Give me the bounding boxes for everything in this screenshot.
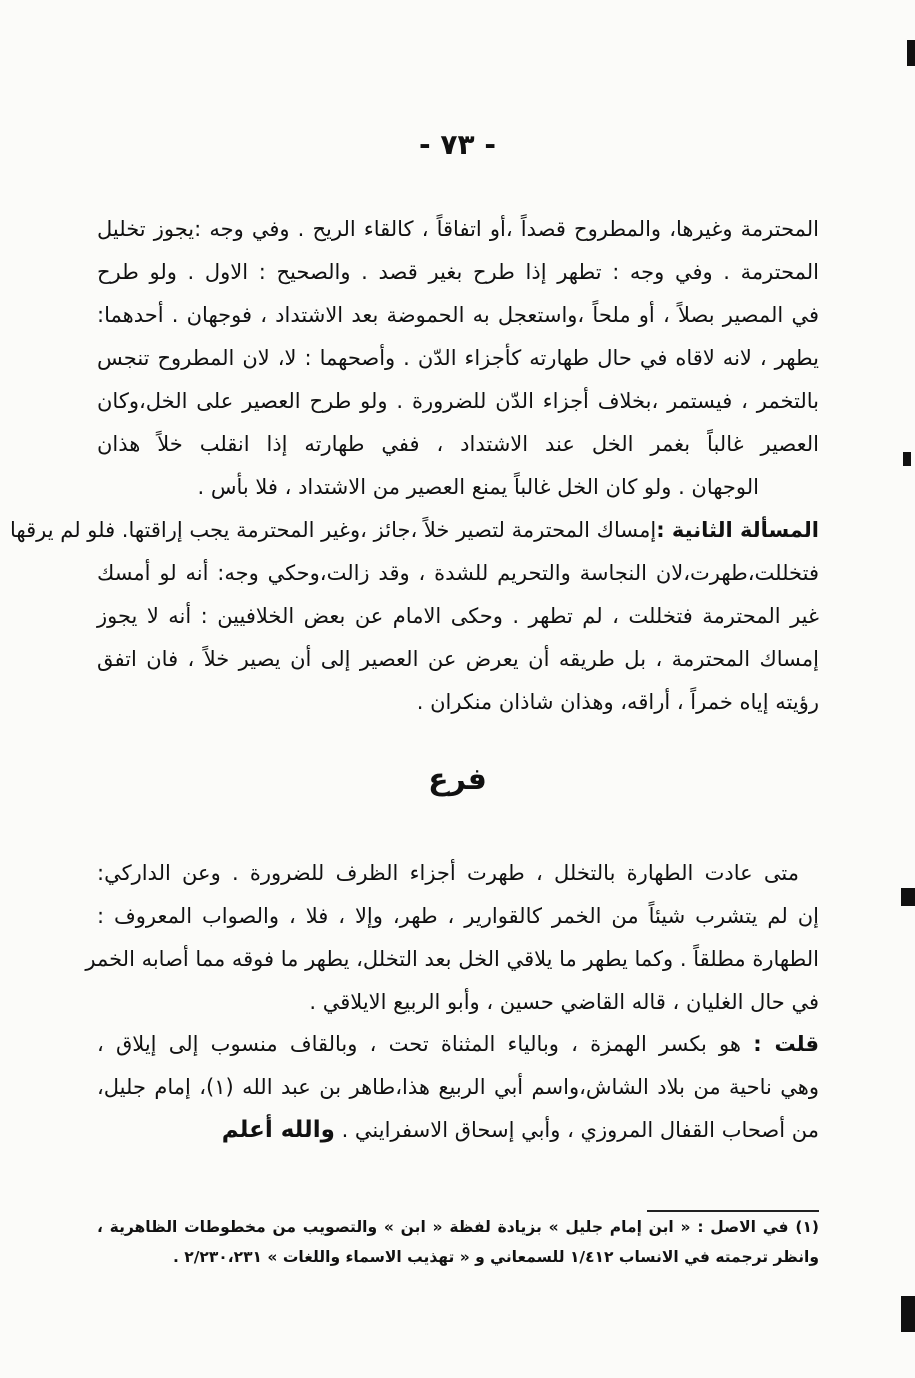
- page-number: - ٧٣ -: [419, 128, 496, 161]
- scan-edge-mark: [903, 452, 911, 466]
- text-line: متى عادت الطهارة بالتخلل ، طهرت أجزاء الظرف للضرورة . وعن الداركي:: [97, 861, 799, 885]
- scan-edge-mark: [907, 40, 915, 66]
- text-line: في حال الغليان ، قاله القاضي حسين ، وأبو الربيع الايلاقي .: [309, 990, 819, 1014]
- footnote-line: (١) في الاصل : « ابن إمام جليل » بزيادة لفظة « ابن » والتصويب من مخطوطات الظاهرية ،: [97, 1218, 819, 1236]
- paragraph-4: [97, 1023, 819, 1152]
- text-line: بالتخمر ، فيستمر ،بخلاف أجزاء الدّن للضرورة . ولو طرح العصير على الخل،وكان: [97, 389, 819, 413]
- text-line: المحترمة . وفي وجه : تطهر إذا طرح بغير قصد . والصحيح : الاول . ولو طرح: [97, 260, 819, 284]
- text-line: المحترمة وغيرها، والمطروح قصداً ،أو اتفاقاً ، كالقاء الريح . وفي وجه :يجوز تخليل: [97, 217, 819, 241]
- text-line: غير المحترمة فتخللت ، لم تطهر . وحكى الامام عن بعض الخلافيين : أنه لا يجوز: [97, 604, 819, 628]
- footnotes: [97, 1212, 819, 1272]
- closing-phrase: والله أعلم: [221, 1117, 335, 1143]
- text-line: الطهارة مطلقاً . وكما يطهر ما يلاقي الخل بعد التخلل، يطهر ما فوقه مما أصابه الخمر: [85, 947, 819, 971]
- text-line: الوجهان . ولو كان الخل غالباً يمنع العصير من الاشتداد ، فلا بأس .: [197, 475, 759, 499]
- text-line: إمساك المحترمة ، بل طريقه أن يعرض عن العصير إلى أن يصير خلاً ، فان اتفق: [97, 647, 819, 671]
- text-line: يطهر ، لانه لاقاه في حال طهارته كأجزاء الدّن . وأصحهما : لا، لان المطروح تنجس: [97, 346, 819, 370]
- text-line: العصير غالباً بغمر الخل عند الاشتداد ، ففي طهارته إذا انقلب خلاً هذان: [97, 432, 819, 456]
- scan-edge-mark: [901, 888, 915, 906]
- footnote-line: وانظر ترجمته في الانساب ١/٤١٢ للسمعاني و « تهذيب الاسماء واللغات » ٢/٢٣٠،٢٣١ .: [172, 1248, 819, 1266]
- text-segment: هو بكسر الهمزة ، وبالياء المثناة تحت ، وبالقاف منسوب إلى إيلاق ،: [97, 1032, 741, 1056]
- text-line: [97, 1023, 819, 1066]
- text-line: إن لم يتشرب شيئاً من الخمر كالقوارير ، طهر، وإلا ، فلا ، والصواب المعروف :: [97, 904, 819, 928]
- text-line: رؤيته إياه خمراً ، أراقه، وهذان شاذان منكران .: [416, 690, 819, 714]
- text-line: [97, 1109, 819, 1152]
- section-heading: فرع: [428, 762, 487, 797]
- section-lead: قلت :: [753, 1032, 819, 1056]
- text-line: في المصير بصلاً ، أو ملحاً ،واستعجل به الحموضة بعد الاشتداد ، فوجهان . أحدهما:: [97, 303, 819, 327]
- text-line: فتخللت،طهرت،لان النجاسة والتحريم للشدة ، وقد زالت،وحكي وجه: أنه لو أمسك: [97, 561, 819, 585]
- text-segment: إمساك المحترمة لتصير خلاً ،جائز ،وغير المحترمة يجب إراقتها. فلو لم يرقها: [10, 518, 657, 542]
- paragraph-1: [97, 208, 819, 509]
- section-lead: المسألة الثانية :: [656, 518, 819, 542]
- text-segment: من أصحاب القفال المروزي ، وأبي إسحاق الاسفرايني .: [341, 1118, 819, 1142]
- text-line: وهي ناحية من بلاد الشاش،واسم أبي الربيع هذا،طاهر بن عبد الله (١)، إمام جليل،: [97, 1075, 819, 1099]
- scan-edge-mark: [901, 1296, 915, 1332]
- paragraph-2: [10, 509, 819, 724]
- text-line: [10, 509, 819, 552]
- paragraph-3: [85, 852, 819, 1024]
